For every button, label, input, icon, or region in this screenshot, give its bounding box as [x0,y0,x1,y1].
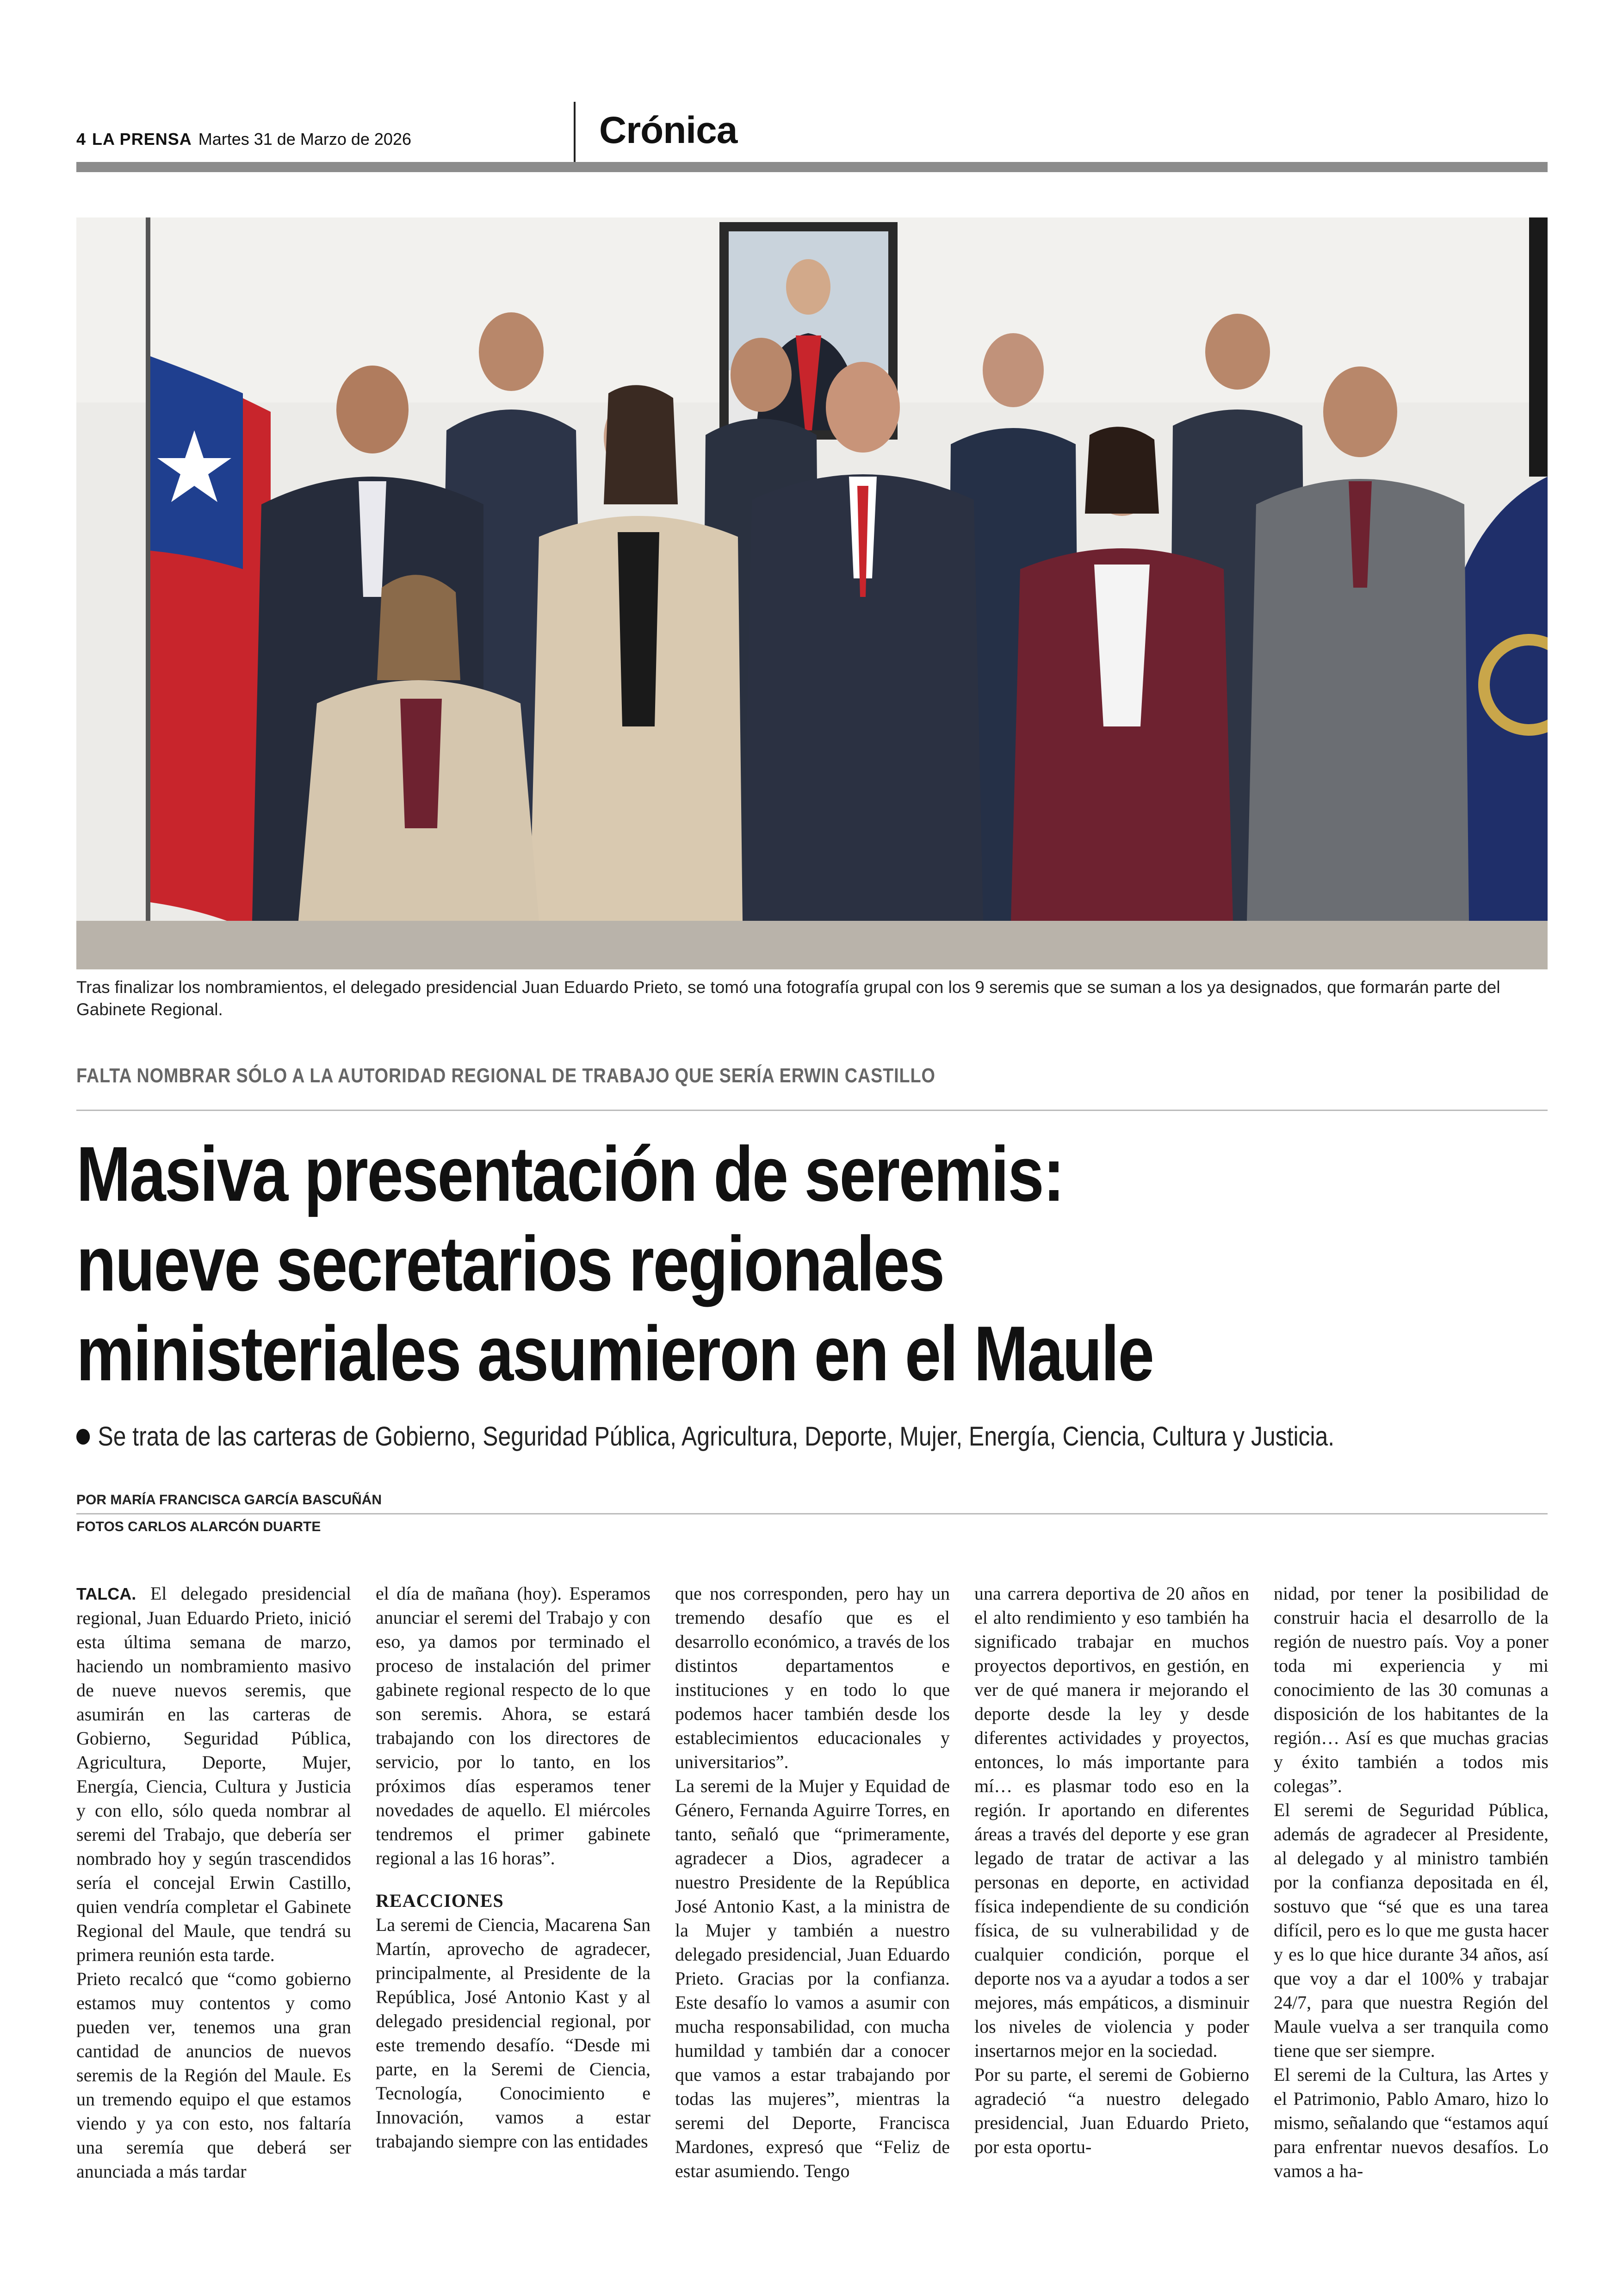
byline: POR MARÍA FRANCISCA GARCÍA BASCUÑÁN [76,1492,382,1508]
newspaper-name: LA PRENSA [92,130,192,149]
body-paragraph: que nos corresponden, pero hay un tremendo desafío que es el desarrollo económico, a través de los distintos departamentos e instituciones y en todo lo que podemos hacer también desde los establecimientos educacionales y universitarios”. [675,1583,950,1772]
body-paragraph: Prieto recalcó que “como gobierno estamos muy contentos y como pueden ver, tenemos una gran cantidad de anuncios de nuevos seremis de la Región del Maule. Es un tremendo equipo el que estamos viendo y ya con esto, nos faltaría una seremía que deberá ser anunciada a más tardar [76,1968,351,2182]
body-column-4 [974,1582,1249,2159]
body-column-2 [376,1582,650,2153]
body-paragraph: el día de mañana (hoy). Esperamos anunciar el seremi del Trabajo y con eso, ya damos por terminado el proceso de instalación del primer gabinete regional respecto de lo que son seremis. Ahora, se estará trabajando con los directores de servicio, por lo tanto, en los próximos días esperamos tener novedades de aquello. El miércoles tendremos el primer gabinete regional a las 16 horas”. [376,1583,650,1868]
headline-line-2: nueve secretarios regionales [76,1220,944,1307]
kicker-rule [76,1110,1548,1111]
body-paragraph [76,1582,351,1967]
body-paragraph: La seremi de Ciencia, Macarena San Martín, aprovecho de agradecer, principalmente, al Presidente de la República, José Antonio Kast y al delegado presidencial regional, por este tremendo desafío. “Desde mi parte, en la Seremi de Ciencia, Tecnología, Conocimiento e Innovación, vamos a estar trabajando siempre con las entidades [376,1914,650,2152]
body-paragraph: El seremi de Seguridad Pública, además de agradecer al Presidente, al delegado y al ministro también por la confianza depositada en él, sostuvo que “sé que es una tarea difícil, pero es lo que me gusta hacer y es lo que hice durante 34 años, así que voy a dar el 100% y trabajar 24/7, para que nuestra Región del Maule vuelva a ser tranquila como tiene que ser siempre. [1274,1800,1549,2061]
body-paragraph: Por su parte, el seremi de Gobierno agradeció “a nuestro delegado presidencial, Juan Eduardo Prieto, por esta oportu- [974,2064,1249,2157]
photo-credit: FOTOS CARLOS ALARCÓN DUARTE [76,1519,321,1534]
summary [76,1421,1389,1453]
body-paragraph: El seremi de la Cultura, las Artes y el Patrimonio, Pablo Amaro, hizo lo mismo, señalando que “estamos aquí para enfrentar nuevos desafíos. Lo vamos a ha- [1274,2064,1549,2181]
page-number: 4 [76,130,86,149]
body-column-1 [76,1582,351,2184]
issue-date: Martes 31 de Marzo de 2026 [198,130,411,149]
subheading: REACCIONES [376,1890,504,1911]
dateline: TALCA. [76,1584,136,1603]
byline-rule [76,1513,1548,1514]
group-photo [76,217,1548,969]
photo-caption: Tras finalizar los nombramientos, el delegado presidencial Juan Eduardo Prieto, se tomó una fotografía grupal con los 9 seremis que se suman a los ya designados, que formarán parte del Gabinete Regional. [76,978,1500,1019]
body-column-3 [675,1582,950,2183]
summary-text: Se trata de las carteras de Gobierno, Seguridad Pública, Agricultura, Deporte, Mujer, Energía, Ciencia, Cultura y Justicia. [98,1421,1335,1452]
paragraph-text: El delegado presidencial regional, Juan Eduardo Prieto, inició esta última semana de marzo, haciendo un nombramiento masivo de nueve nuevos seremis, que asumirán en las carteras de Gobierno, Seguridad Pública, Agricultura, Deporte, Mujer, Energía, Ciencia, Cultura y Justicia y con ello, sólo queda nombrar al seremi del Trabajo, que debería ser nombrado hoy y según trascendidos sería el concejal Erwin Castillo, quien vendría completar el Gabinete Regional del Maule, que tendrá su primera reunión esta tarde. [76,1583,352,1965]
headline [76,1129,1548,1398]
headline-line-1: Masiva presentación de seremis: [76,1130,1064,1217]
body-paragraph: una carrera deportiva de 20 años en el alto rendimiento y eso también ha significado trabajar en muchos proyectos deportivos, en gestión, en ver de qué manera ir mejorando el deporte desde la ley y desde diferentes actividades y proyectos, entonces, lo más importante para mí… es plasmar todo eso en la región. Ir aportando en diferentes áreas a través del deporte y ese gran legado de tratar de activar a las personas en deporte, en actividad física independiente de su condición física, de su vulnerabilidad y de cualquier condición, porque el deporte nos va a ayudar a todos a ser mejores, más empáticos, a disminuir los niveles de violencia y poder insertarnos mejor en la sociedad. [974,1583,1249,2061]
header-rule [76,162,1548,172]
body-column-5 [1274,1582,1549,2183]
body-paragraph: nidad, por tener la posibilidad de construir hacia el desarrollo de la región de nuestro país. Voy a poner toda mi experiencia y mi conocimiento de las 30 comunas a disposición de los habitantes de la región… Así es que muchas gracias y éxito también a todos mis colegas”. [1274,1583,1549,1796]
bullet-icon [76,1429,90,1445]
body-paragraph: La seremi de la Mujer y Equidad de Género, Fernanda Aguirre Torres, en tanto, señaló que “primeramente, agradecer a Dios, agradecer a nuestro Presidente de la República José Antonio Kast, a la ministra de la Mujer y también a nuestro delegado presidencial, Juan Eduardo Prieto. Gracias por la confianza. Este desafío lo vamos a asumir con mucha responsabilidad, con mucha humildad y también dar a conocer que vamos a estar trabajando por todas las mujeres”, mientras la seremi del Deporte, Francisca Mardones, expresó que “Feliz de estar asumiendo. Tengo [675,1775,950,2181]
kicker: FALTA NOMBRAR SÓLO A LA AUTORIDAD REGIONAL DE TRABAJO QUE SERÍA ERWIN CASTILLO [76,1064,935,1087]
headline-line-3: ministeriales asumieron en el Maule [76,1310,1153,1397]
section-title: Crónica [599,109,737,151]
header-divider [574,102,576,162]
page-header [76,130,411,149]
